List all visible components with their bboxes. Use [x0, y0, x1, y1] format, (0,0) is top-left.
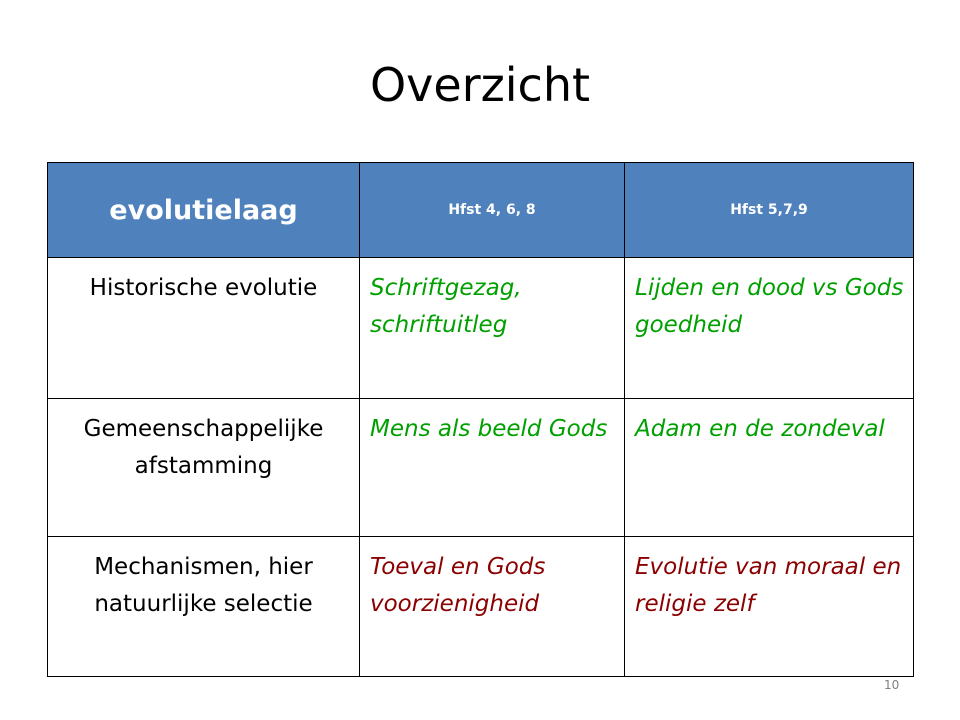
header-cell: Hfst 5,7,9	[625, 163, 914, 258]
table-row	[48, 399, 914, 537]
row-label: Gemeenschappelijke afstamming	[48, 399, 360, 537]
table-row	[48, 258, 914, 399]
table-header-row	[48, 163, 914, 258]
slide-title: Overzicht	[369, 58, 591, 112]
page-number: 10	[884, 678, 900, 692]
table-row	[48, 537, 914, 677]
table-cell: Schriftgezag, schriftuitleg	[360, 258, 625, 399]
row-label: Mechanismen, hier natuurlijke selectie	[48, 537, 360, 677]
header-cell: evolutielaag	[48, 163, 360, 258]
header-cell: Hfst 4, 6, 8	[360, 163, 625, 258]
row-label: Historische evolutie	[48, 258, 360, 399]
overview-table	[47, 162, 914, 677]
table-cell: Mens als beeld Gods	[360, 399, 625, 537]
table-cell: Toeval en Gods voorzienigheid	[360, 537, 625, 677]
table-cell: Evolutie van moraal en religie zelf	[625, 537, 914, 677]
table-cell: Lijden en dood vs Gods goedheid	[625, 258, 914, 399]
table-cell: Adam en de zondeval	[625, 399, 914, 537]
